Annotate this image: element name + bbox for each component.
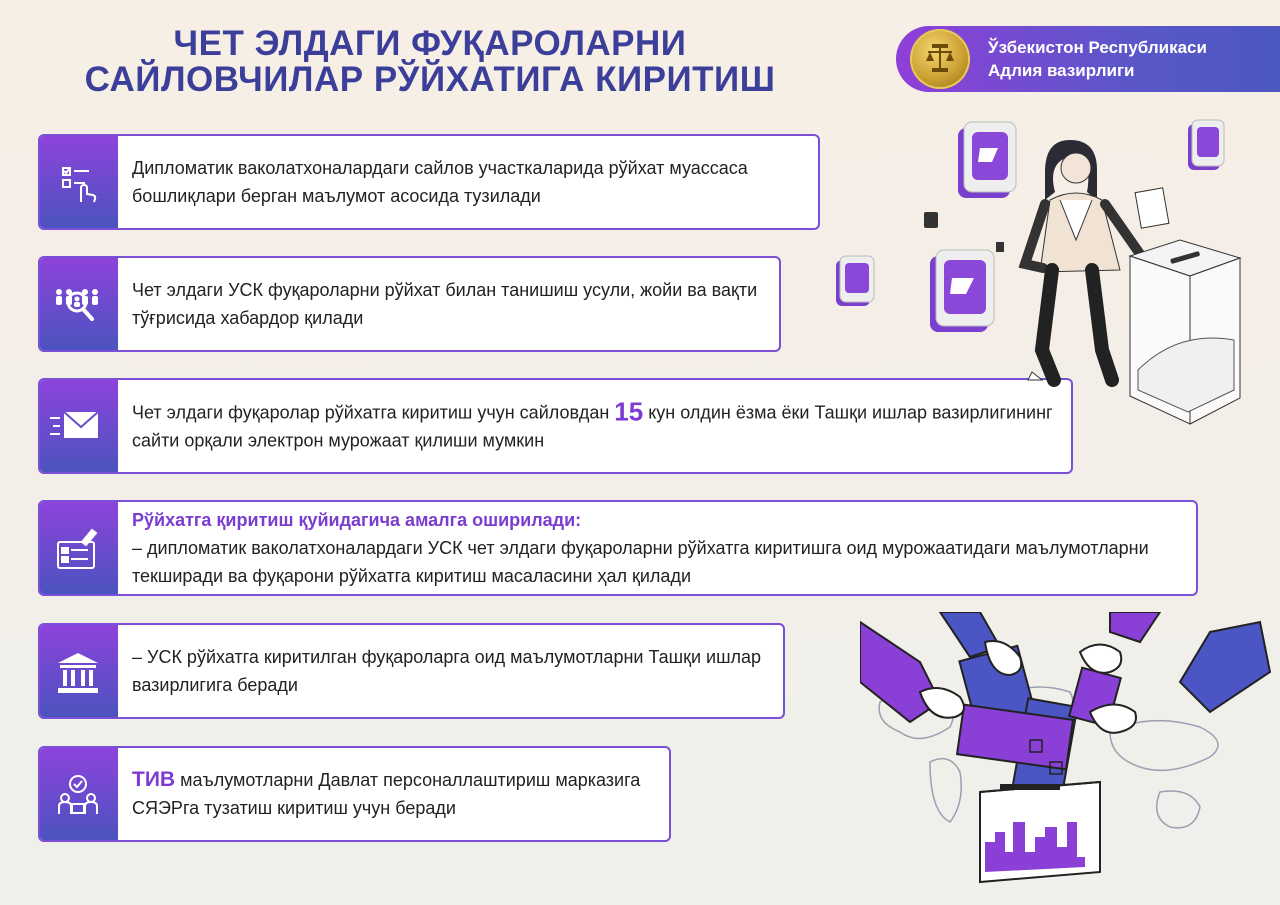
emblem-icon [910, 29, 970, 89]
envelope-icon [50, 408, 100, 448]
ballot-tile-icon [1188, 120, 1224, 170]
card-icon-panel [40, 380, 118, 472]
title-line-1: ЧЕТ ЭЛДАГИ ФУҚАРОЛАРНИ [173, 24, 687, 63]
card-3-text-after: кун олдин ёзма ёки Ташқи ишлар вазирлигининг сайти орқали электрон мурожаат қилиши мумкин [132, 402, 1053, 451]
card-2-text: Чет элдаги УСК фуқароларни рўйхат билан танишиш усули, жойи ва вақти тўғрисида хабардор қилади [132, 280, 758, 328]
card-3-text-before: Чет элдаги фуқаролар рўйхатга киритиш учун сайловдан [132, 402, 610, 423]
card-1-text: Дипломатик ваколатхоналардаги сайлов участкаларида рўйхат муассаса бошлиқлари берган маълумот асосида тузилади [132, 158, 748, 206]
government-building-icon [56, 651, 100, 695]
info-card-6 [38, 746, 671, 842]
card-4-text [132, 506, 1186, 590]
info-card-5 [38, 623, 785, 719]
days-number: 15 [614, 396, 644, 427]
hands-voting-illustration [860, 612, 1280, 892]
card-icon-panel [40, 258, 118, 350]
tiv-highlight: ТИВ [132, 768, 176, 791]
voter-woman-illustration [830, 100, 1250, 430]
ballot-box-icon [980, 782, 1100, 882]
card-4-heading: Рўйхатга қиритиш қуйидагича амалга оширилади: [132, 510, 582, 530]
checklist-hand-icon [59, 162, 101, 204]
card-6-text [132, 766, 659, 822]
card-icon-panel [40, 502, 118, 594]
people-search-icon [54, 284, 100, 328]
card-icon-panel [40, 136, 118, 228]
card-5-text: – УСК рўйхатга киритилган фуқароларга оид маълумотларни Ташқи ишлар вазирлигига беради [132, 647, 762, 695]
ballot-tile-icon [836, 256, 874, 306]
ballot-tile-icon [958, 122, 1016, 198]
title-line-2: САЙЛОВЧИЛАР РЎЙХАТИГА КИРИТИШ [84, 60, 776, 99]
card-4-body: – дипломатик ваколатхоналардаги УСК чет элдаги фуқароларни рўйхатга киритишга оид мурожаатидаги маълумотларни текширади ва фуқарони рўйхатга киритиш масаласини ҳал қилади [132, 538, 1149, 586]
form-pen-icon [56, 528, 100, 572]
info-card-1 [38, 134, 820, 230]
card-icon-panel [40, 748, 118, 840]
ballot-tile-icon [930, 250, 994, 332]
card-icon-panel [40, 625, 118, 717]
ballot-box-icon [1130, 240, 1240, 424]
info-card-2 [38, 256, 781, 352]
info-card-4 [38, 500, 1198, 596]
people-check-icon [56, 774, 100, 818]
ministry-badge [896, 26, 1280, 92]
page-title [60, 26, 800, 98]
ministry-line-2: Адлия вазирлиги [988, 61, 1135, 80]
ministry-line-1: Ўзбекистон Республикаси [988, 38, 1207, 57]
card-6-body: маълумотларни Давлат персоналлаштириш марказига СЯЭРга тузатиш киритиш учун беради [132, 770, 641, 818]
